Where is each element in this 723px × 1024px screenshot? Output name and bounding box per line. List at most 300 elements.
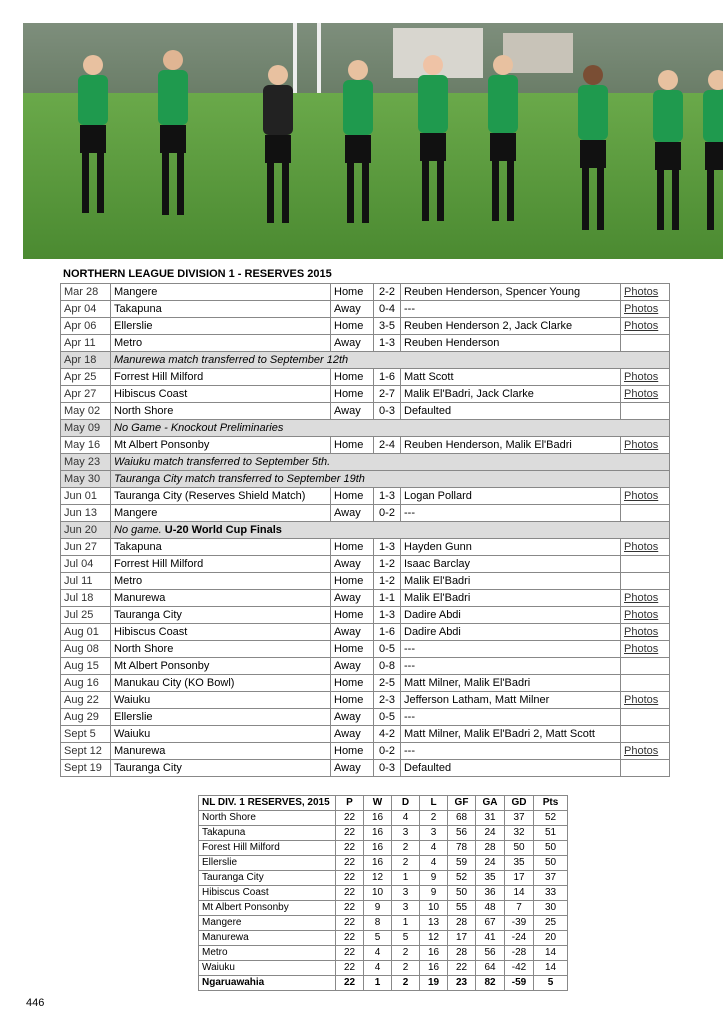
fixture-opponent: Takapuna	[111, 539, 331, 556]
fixture-score: 1-6	[374, 624, 401, 641]
fixture-opponent: North Shore	[111, 641, 331, 658]
league-stat: 22	[336, 946, 364, 961]
fixture-row	[61, 624, 670, 641]
fixture-venue: Away	[331, 760, 374, 777]
fixture-scorers: Jefferson Latham, Matt Milner	[401, 692, 621, 709]
league-stat: 32	[505, 826, 534, 841]
league-stat: 3	[392, 826, 420, 841]
fixture-photos-empty	[621, 335, 670, 352]
league-stat: 22	[336, 856, 364, 871]
league-stat: 30	[534, 901, 568, 916]
fixture-date: Apr 27	[61, 386, 111, 403]
league-stat: 22	[336, 871, 364, 886]
fixture-opponent: Mangere	[111, 284, 331, 301]
fixture-date: Aug 15	[61, 658, 111, 675]
fixture-scorers: Isaac Barclay	[401, 556, 621, 573]
league-team: Forest Hill Milford	[199, 841, 336, 856]
league-table	[198, 795, 568, 991]
fixture-score: 0-5	[374, 709, 401, 726]
league-header-cell: NL DIV. 1 RESERVES, 2015	[199, 796, 336, 811]
fixture-score: 0-2	[374, 743, 401, 760]
fixture-date: May 02	[61, 403, 111, 420]
fixture-venue: Home	[331, 675, 374, 692]
fixture-opponent: Hibiscus Coast	[111, 624, 331, 641]
league-team: Takapuna	[199, 826, 336, 841]
fixture-venue: Away	[331, 709, 374, 726]
fixture-opponent: Mangere	[111, 505, 331, 522]
fixture-opponent: Metro	[111, 335, 331, 352]
league-stat: 9	[420, 871, 448, 886]
league-stat: -24	[505, 931, 534, 946]
league-stat: 28	[476, 841, 505, 856]
league-stat: 78	[448, 841, 476, 856]
league-stat: 2	[392, 856, 420, 871]
league-stat: 20	[534, 931, 568, 946]
league-stat: -42	[505, 961, 534, 976]
fixture-opponent: Forrest Hill Milford	[111, 369, 331, 386]
fixture-venue: Home	[331, 369, 374, 386]
fixture-row	[61, 284, 670, 301]
league-stat: 17	[448, 931, 476, 946]
fixture-scorers: ---	[401, 505, 621, 522]
league-table-header	[199, 796, 568, 811]
league-stat: 67	[476, 916, 505, 931]
fixture-venue: Away	[331, 301, 374, 318]
fixture-venue: Away	[331, 556, 374, 573]
league-stat: 24	[476, 856, 505, 871]
fixture-score: 2-5	[374, 675, 401, 692]
league-header-cell: GD	[505, 796, 534, 811]
fixture-note	[111, 471, 670, 488]
league-stat: 7	[505, 901, 534, 916]
league-stat: 16	[364, 811, 392, 826]
fixture-score: 1-3	[374, 335, 401, 352]
fixture-photos-link[interactable]: Photos	[621, 607, 670, 624]
fixture-photos-empty	[621, 675, 670, 692]
team-photo-illustration	[23, 23, 723, 259]
league-team: Hibiscus Coast	[199, 886, 336, 901]
league-row	[199, 811, 568, 826]
fixture-scorers: Reuben Henderson, Malik El'Badri	[401, 437, 621, 454]
fixture-score: 2-7	[374, 386, 401, 403]
league-stat: 64	[476, 961, 505, 976]
fixture-date: Sept 5	[61, 726, 111, 743]
league-header-cell: L	[420, 796, 448, 811]
league-stat: 68	[448, 811, 476, 826]
league-stat: 22	[336, 916, 364, 931]
fixture-row	[61, 301, 670, 318]
fixture-opponent: Mt Albert Ponsonby	[111, 437, 331, 454]
fixture-score: 0-8	[374, 658, 401, 675]
league-stat: 22	[336, 931, 364, 946]
fixture-venue: Home	[331, 539, 374, 556]
fixture-row	[61, 539, 670, 556]
fixture-date: Jul 04	[61, 556, 111, 573]
league-stat: 50	[448, 886, 476, 901]
fixture-scorers: Reuben Henderson, Spencer Young	[401, 284, 621, 301]
fixture-scorers: ---	[401, 743, 621, 760]
league-team: North Shore	[199, 811, 336, 826]
fixture-photos-link[interactable]: Photos	[621, 369, 670, 386]
league-team: Tauranga City	[199, 871, 336, 886]
fixture-photos-link[interactable]: Photos	[621, 590, 670, 607]
fixture-venue: Away	[331, 590, 374, 607]
league-stat: 16	[364, 826, 392, 841]
fixture-venue: Away	[331, 403, 374, 420]
fixture-venue: Away	[331, 505, 374, 522]
fixture-date: Jul 11	[61, 573, 111, 590]
league-stat: 16	[364, 841, 392, 856]
fixture-photos-empty	[621, 573, 670, 590]
league-stat: 4	[364, 961, 392, 976]
league-stat: 9	[364, 901, 392, 916]
fixture-date: Apr 06	[61, 318, 111, 335]
fixture-photos-empty	[621, 709, 670, 726]
fixture-row	[61, 318, 670, 335]
fixture-opponent: Waiuku	[111, 726, 331, 743]
league-stat: 36	[476, 886, 505, 901]
league-team: Waiuku	[199, 961, 336, 976]
fixtures-table	[60, 283, 670, 777]
league-header-cell: P	[336, 796, 364, 811]
league-stat: 22	[336, 841, 364, 856]
page-number: 446	[26, 997, 45, 1009]
league-stat: 5	[534, 976, 568, 991]
fixture-opponent: Ellerslie	[111, 709, 331, 726]
league-stat: 2	[420, 811, 448, 826]
fixture-venue: Home	[331, 641, 374, 658]
league-stat: 52	[534, 811, 568, 826]
fixture-photos-empty	[621, 556, 670, 573]
league-team: Mangere	[199, 916, 336, 931]
fixture-scorers: Matt Milner, Malik El'Badri 2, Matt Scott	[401, 726, 621, 743]
fixture-date: Jun 13	[61, 505, 111, 522]
league-stat: 3	[392, 901, 420, 916]
league-team: Ellerslie	[199, 856, 336, 871]
league-stat: 22	[336, 976, 364, 991]
fixture-date: Mar 28	[61, 284, 111, 301]
fixture-date: Jul 18	[61, 590, 111, 607]
fixture-note-row	[61, 352, 670, 369]
league-team: Metro	[199, 946, 336, 961]
fixture-opponent: Waiuku	[111, 692, 331, 709]
league-stat: -39	[505, 916, 534, 931]
league-stat: 56	[476, 946, 505, 961]
fixture-photos-link[interactable]: Photos	[621, 624, 670, 641]
fixture-row	[61, 658, 670, 675]
fixture-scorers: Matt Milner, Malik El'Badri	[401, 675, 621, 692]
fixture-scorers: Dadire Abdi	[401, 624, 621, 641]
fixture-scorers: Malik El'Badri, Jack Clarke	[401, 386, 621, 403]
fixture-opponent: Manukau City (KO Bowl)	[111, 675, 331, 692]
fixture-row	[61, 369, 670, 386]
league-stat: 5	[392, 931, 420, 946]
fixture-date: Apr 18	[61, 352, 111, 369]
fixture-photos-link[interactable]: Photos	[621, 692, 670, 709]
league-stat: 1	[392, 871, 420, 886]
league-stat: 50	[534, 841, 568, 856]
fixture-date: May 30	[61, 471, 111, 488]
fixture-scorers: Hayden Gunn	[401, 539, 621, 556]
fixture-row	[61, 709, 670, 726]
league-row	[199, 871, 568, 886]
fixture-venue: Home	[331, 692, 374, 709]
fixture-row	[61, 505, 670, 522]
fixture-note	[111, 454, 670, 471]
fixture-row	[61, 556, 670, 573]
fixture-date: Aug 01	[61, 624, 111, 641]
fixture-photos-link[interactable]: Photos	[621, 284, 670, 301]
fixture-opponent: Manurewa	[111, 590, 331, 607]
league-header-cell: Pts	[534, 796, 568, 811]
league-stat: 4	[420, 841, 448, 856]
league-row	[199, 841, 568, 856]
fixture-note-bold: U-20 World Cup Finals	[161, 524, 282, 536]
fixture-row	[61, 590, 670, 607]
fixture-opponent: Metro	[111, 573, 331, 590]
league-stat: 4	[420, 856, 448, 871]
fixture-date: May 09	[61, 420, 111, 437]
fixture-date: Jun 01	[61, 488, 111, 505]
fixture-scorers: ---	[401, 658, 621, 675]
fixture-scorers: Defaulted	[401, 760, 621, 777]
fixture-score: 0-3	[374, 403, 401, 420]
fixture-venue: Home	[331, 488, 374, 505]
fixture-date: Jun 20	[61, 522, 111, 539]
fixture-photos-link[interactable]: Photos	[621, 318, 670, 335]
fixture-date: Aug 08	[61, 641, 111, 658]
fixture-opponent: Mt Albert Ponsonby	[111, 658, 331, 675]
team-photo	[23, 23, 723, 259]
fixture-score: 3-5	[374, 318, 401, 335]
league-row	[199, 946, 568, 961]
fixture-score: 2-2	[374, 284, 401, 301]
fixture-date: Apr 11	[61, 335, 111, 352]
fixture-opponent: Tauranga City	[111, 607, 331, 624]
fixture-date: Apr 04	[61, 301, 111, 318]
league-stat: 56	[448, 826, 476, 841]
fixture-date: Apr 25	[61, 369, 111, 386]
fixture-opponent: Forrest Hill Milford	[111, 556, 331, 573]
league-stat: 37	[534, 871, 568, 886]
fixture-photos-link[interactable]: Photos	[621, 386, 670, 403]
league-row	[199, 931, 568, 946]
fixture-venue: Home	[331, 743, 374, 760]
fixture-row	[61, 607, 670, 624]
league-stat: 8	[364, 916, 392, 931]
fixture-date: Jun 27	[61, 539, 111, 556]
league-stat: 1	[392, 916, 420, 931]
league-stat: 14	[505, 886, 534, 901]
league-stat: 35	[505, 856, 534, 871]
league-stat: 2	[392, 961, 420, 976]
fixture-note	[111, 420, 670, 437]
league-stat: 3	[392, 886, 420, 901]
fixture-note-text: Waiuku match transferred to September 5th.	[114, 456, 331, 468]
league-stat: 37	[505, 811, 534, 826]
fixture-opponent: Takapuna	[111, 301, 331, 318]
fixture-scorers: Malik El'Badri	[401, 573, 621, 590]
fixture-photos-link[interactable]: Photos	[621, 539, 670, 556]
fixture-score: 1-3	[374, 539, 401, 556]
fixture-scorers: Defaulted	[401, 403, 621, 420]
fixture-scorers: Reuben Henderson	[401, 335, 621, 352]
fixture-date: Sept 19	[61, 760, 111, 777]
fixture-score: 2-4	[374, 437, 401, 454]
fixture-score: 0-3	[374, 760, 401, 777]
fixture-row	[61, 760, 670, 777]
fixture-photos-link[interactable]: Photos	[621, 743, 670, 760]
league-stat: 17	[505, 871, 534, 886]
fixture-row	[61, 488, 670, 505]
fixture-venue: Home	[331, 437, 374, 454]
fixture-photos-link[interactable]: Photos	[621, 437, 670, 454]
league-header-cell: GF	[448, 796, 476, 811]
fixture-photos-empty	[621, 505, 670, 522]
league-row	[199, 901, 568, 916]
league-header-cell: W	[364, 796, 392, 811]
league-stat: 4	[392, 811, 420, 826]
league-team: Manurewa	[199, 931, 336, 946]
fixture-date: Aug 29	[61, 709, 111, 726]
league-team: Ngaruawahia	[199, 976, 336, 991]
league-stat: 2	[392, 976, 420, 991]
fixture-row	[61, 437, 670, 454]
league-stat: 4	[364, 946, 392, 961]
fixture-venue: Home	[331, 573, 374, 590]
league-row	[199, 886, 568, 901]
fixture-date: May 16	[61, 437, 111, 454]
fixture-scorers: Logan Pollard	[401, 488, 621, 505]
league-stat: 23	[448, 976, 476, 991]
league-stat: 28	[448, 946, 476, 961]
league-stat: 41	[476, 931, 505, 946]
league-stat: 55	[448, 901, 476, 916]
fixture-note-text: No Game - Knockout Preliminaries	[114, 422, 284, 434]
fixture-score: 0-4	[374, 301, 401, 318]
fixture-score: 0-2	[374, 505, 401, 522]
fixture-venue: Away	[331, 624, 374, 641]
league-stat: 28	[448, 916, 476, 931]
fixture-photos-empty	[621, 403, 670, 420]
fixtures-title: NORTHERN LEAGUE DIVISION 1 - RESERVES 2015	[63, 268, 332, 280]
fixture-opponent: Tauranga City (Reserves Shield Match)	[111, 488, 331, 505]
league-stat: 51	[534, 826, 568, 841]
fixture-row	[61, 743, 670, 760]
league-stat: 14	[534, 946, 568, 961]
fixture-score: 4-2	[374, 726, 401, 743]
fixture-scorers: Reuben Henderson 2, Jack Clarke	[401, 318, 621, 335]
league-stat: 48	[476, 901, 505, 916]
fixture-note-row	[61, 454, 670, 471]
fixture-score: 1-6	[374, 369, 401, 386]
fixture-score: 1-1	[374, 590, 401, 607]
fixture-photos-link[interactable]: Photos	[621, 641, 670, 658]
fixture-note	[111, 522, 670, 539]
league-stat: 22	[336, 901, 364, 916]
league-stat: -59	[505, 976, 534, 991]
league-stat: 16	[364, 856, 392, 871]
fixture-venue: Home	[331, 284, 374, 301]
fixture-date: Aug 16	[61, 675, 111, 692]
fixture-photos-empty	[621, 658, 670, 675]
fixture-row	[61, 335, 670, 352]
league-stat: 14	[534, 961, 568, 976]
league-stat: 22	[336, 961, 364, 976]
fixture-date: Jul 25	[61, 607, 111, 624]
league-stat: 25	[534, 916, 568, 931]
fixture-venue: Home	[331, 386, 374, 403]
league-row	[199, 916, 568, 931]
fixture-photos-empty	[621, 726, 670, 743]
fixture-note-text: Manurewa match transferred to September 12th	[114, 354, 349, 366]
league-stat: 9	[420, 886, 448, 901]
league-stat: 5	[364, 931, 392, 946]
league-stat: 35	[476, 871, 505, 886]
league-stat: -28	[505, 946, 534, 961]
fixture-opponent: Hibiscus Coast	[111, 386, 331, 403]
fixture-score: 1-2	[374, 573, 401, 590]
league-header-cell: D	[392, 796, 420, 811]
fixture-photos-link[interactable]: Photos	[621, 301, 670, 318]
fixture-opponent: Tauranga City	[111, 760, 331, 777]
league-stat: 19	[420, 976, 448, 991]
league-stat: 24	[476, 826, 505, 841]
fixture-note-row	[61, 522, 670, 539]
fixture-scorers: ---	[401, 641, 621, 658]
league-row	[199, 961, 568, 976]
fixture-score: 0-5	[374, 641, 401, 658]
fixture-scorers: Matt Scott	[401, 369, 621, 386]
league-row	[199, 826, 568, 841]
league-stat: 33	[534, 886, 568, 901]
fixture-score: 1-3	[374, 488, 401, 505]
league-stat: 59	[448, 856, 476, 871]
fixture-scorers: ---	[401, 709, 621, 726]
fixture-row	[61, 726, 670, 743]
fixture-venue: Away	[331, 658, 374, 675]
league-stat: 2	[392, 841, 420, 856]
league-stat: 22	[336, 826, 364, 841]
fixture-row	[61, 573, 670, 590]
league-stat: 31	[476, 811, 505, 826]
league-stat: 16	[420, 946, 448, 961]
fixture-venue: Home	[331, 318, 374, 335]
league-row	[199, 976, 568, 991]
fixture-venue: Away	[331, 726, 374, 743]
league-stat: 50	[505, 841, 534, 856]
fixture-row	[61, 692, 670, 709]
league-stat: 10	[364, 886, 392, 901]
fixture-note-text: No game.	[114, 524, 162, 536]
fixture-scorers: Dadire Abdi	[401, 607, 621, 624]
fixture-row	[61, 386, 670, 403]
fixture-scorers: ---	[401, 301, 621, 318]
league-stat: 22	[336, 811, 364, 826]
fixture-note-row	[61, 471, 670, 488]
league-stat: 16	[420, 961, 448, 976]
fixture-photos-link[interactable]: Photos	[621, 488, 670, 505]
fixture-date: Aug 22	[61, 692, 111, 709]
fixture-opponent: Manurewa	[111, 743, 331, 760]
league-stat: 3	[420, 826, 448, 841]
fixture-row	[61, 403, 670, 420]
fixture-venue: Home	[331, 607, 374, 624]
fixture-score: 1-2	[374, 556, 401, 573]
fixture-note-row	[61, 420, 670, 437]
fixture-venue: Away	[331, 335, 374, 352]
fixture-opponent: Ellerslie	[111, 318, 331, 335]
